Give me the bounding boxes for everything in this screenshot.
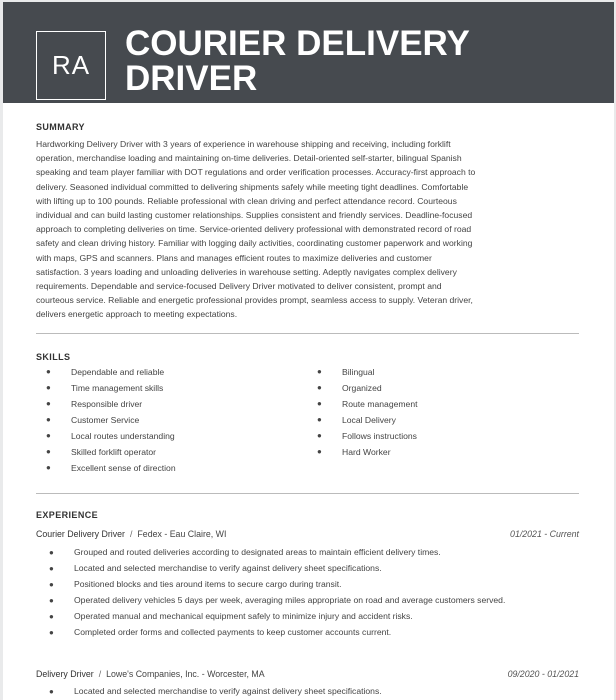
skill-item: ● Skilled forklift operator — [71, 444, 176, 460]
resume-page — [3, 2, 614, 700]
bullet-icon: ● — [317, 367, 322, 376]
skill-item: ● Responsible driver — [71, 396, 176, 412]
skill-item: ● Local Delivery — [342, 412, 417, 428]
summary-heading: SUMMARY — [36, 122, 85, 132]
section-divider — [36, 493, 579, 494]
summary-line: safety and clean driving history. Familiar with logging daily activities, coordinating customer paperwork and working — [36, 238, 473, 249]
bullet-icon: ● — [46, 399, 51, 408]
bullet-icon: ● — [49, 627, 54, 637]
monogram-box: RA — [36, 31, 106, 100]
experience-heading: EXPERIENCE — [36, 510, 99, 520]
summary-line: with lifting up to 100 pounds. Reliable professional with clean driving and perfect attendance record. Courteous — [36, 195, 457, 206]
resume-header — [3, 2, 614, 103]
skill-item: ● Local routes understanding — [71, 428, 176, 444]
bullet-icon: ● — [49, 563, 54, 573]
job-bullet-list — [49, 685, 569, 700]
skills-heading: SKILLS — [36, 352, 71, 362]
skill-item: ● Route management — [342, 396, 417, 412]
bullet-icon: ● — [46, 463, 51, 472]
bullet-icon: ● — [317, 431, 322, 440]
summary-text — [36, 137, 584, 322]
skill-item: ● Bilingual — [342, 364, 417, 380]
candidate-title — [125, 26, 585, 96]
title-line-1: COURIER DELIVERY — [125, 24, 470, 63]
job-bullet-list — [49, 546, 569, 642]
job-bullet: ● Operated delivery vehicles 5 days per week, averaging miles appropriate on road and average customers served. — [74, 594, 569, 608]
job-dates: 09/2020 - 01/2021 — [507, 669, 579, 679]
skill-item: ● Excellent sense of direction — [71, 460, 176, 476]
summary-line: individual and can build lasting customer relationships. Supplies consistent and friendly services. Deadline-focused — [36, 210, 473, 221]
summary-line: with maps, GPS and scanners. Plans and manages efficient routes to maximize deliveries and customer — [36, 252, 432, 263]
summary-line: courteous service. Reliable and energetic professional provides prompt, seamless access to supply. Veteran driver, — [36, 295, 473, 306]
bullet-icon: ● — [46, 447, 51, 456]
skills-list-right — [317, 364, 418, 460]
skill-item: ● Organized — [342, 380, 417, 396]
bullet-icon: ● — [317, 447, 322, 456]
job-title: Delivery Driver — [36, 669, 94, 679]
bullet-icon: ● — [317, 383, 322, 392]
summary-line: Hardworking Delivery Driver with 3 years of experience in warehouse shipping and receiving, including forklift — [36, 139, 451, 149]
summary-line: delivery. Seasoned individual committed to delivering shipments safely while meeting tight deadlines. Comfortable — [36, 181, 469, 192]
bullet-icon: ● — [49, 548, 54, 557]
job-header — [36, 527, 579, 541]
job-bullet: ● Operated manual and mechanical equipment safely to minimize injury and accident risks. — [74, 610, 569, 624]
bullet-icon: ● — [49, 579, 54, 589]
job-header — [36, 667, 579, 681]
job-bullet: ● Positioned blocks and ties around items to secure cargo during transit. — [74, 578, 569, 592]
skill-item: ● Dependable and reliable — [71, 364, 176, 380]
skills-list-left — [46, 364, 176, 476]
skill-item: ● Customer Service — [71, 412, 176, 428]
bullet-icon: ● — [49, 687, 54, 696]
job-bullet: ● Located and selected merchandise to verify against delivery sheet specifications. — [74, 685, 569, 699]
job-company: Lowe's Companies, Inc. - Worcester, MA — [106, 669, 265, 679]
bullet-icon: ● — [46, 367, 51, 376]
summary-line: approach to completing deliveries on time. Service-oriented delivery professional with demonstrated record of road — [36, 224, 472, 235]
bullet-icon: ● — [46, 383, 51, 392]
bullet-icon: ● — [46, 431, 51, 440]
title-line-2: DRIVER — [125, 59, 258, 98]
bullet-icon: ● — [317, 399, 322, 408]
job-company: Fedex - Eau Claire, WI — [137, 529, 227, 539]
job-dates: 01/2021 - Current — [510, 529, 579, 539]
job-title: Courier Delivery Driver — [36, 529, 125, 539]
skill-item: ● Time management skills — [71, 380, 176, 396]
skill-item: ● Follows instructions — [342, 428, 417, 444]
bullet-icon: ● — [317, 415, 322, 424]
bullet-icon: ● — [46, 415, 51, 424]
job-separator: / — [129, 529, 133, 539]
job-bullet: ● Grouped and routed deliveries according to designated areas to maintain efficient delivery times. — [74, 546, 569, 560]
summary-line: speaking and team player familiar with DOT regulations and order verification processes. Accuracy-first approach to — [36, 167, 476, 178]
summary-line: requirements. Dependable and service-focused Delivery Driver motivated to deliver consistent, prompt and — [36, 281, 442, 292]
summary-line: delivers energetic approach to meeting expectations. — [36, 309, 238, 320]
bullet-icon: ● — [49, 611, 54, 621]
job-bullet: ● Completed order forms and collected payments to keep customer accounts current. — [74, 626, 569, 640]
section-divider — [36, 333, 579, 334]
job-separator: / — [98, 669, 102, 679]
bullet-icon: ● — [49, 595, 54, 605]
summary-line: operation, merchandise loading and maintaining on-time deliveries. Detail-oriented self-starter, bilingual Spanish — [36, 153, 462, 164]
job-bullet: ● Located and selected merchandise to verify against delivery sheet specifications. — [74, 562, 569, 576]
summary-line: satisfaction. 3 years loading and unloading deliveries in warehouse setting. Adeptly navigates complex delivery — [36, 266, 457, 277]
skill-item: ● Hard Worker — [342, 444, 417, 460]
